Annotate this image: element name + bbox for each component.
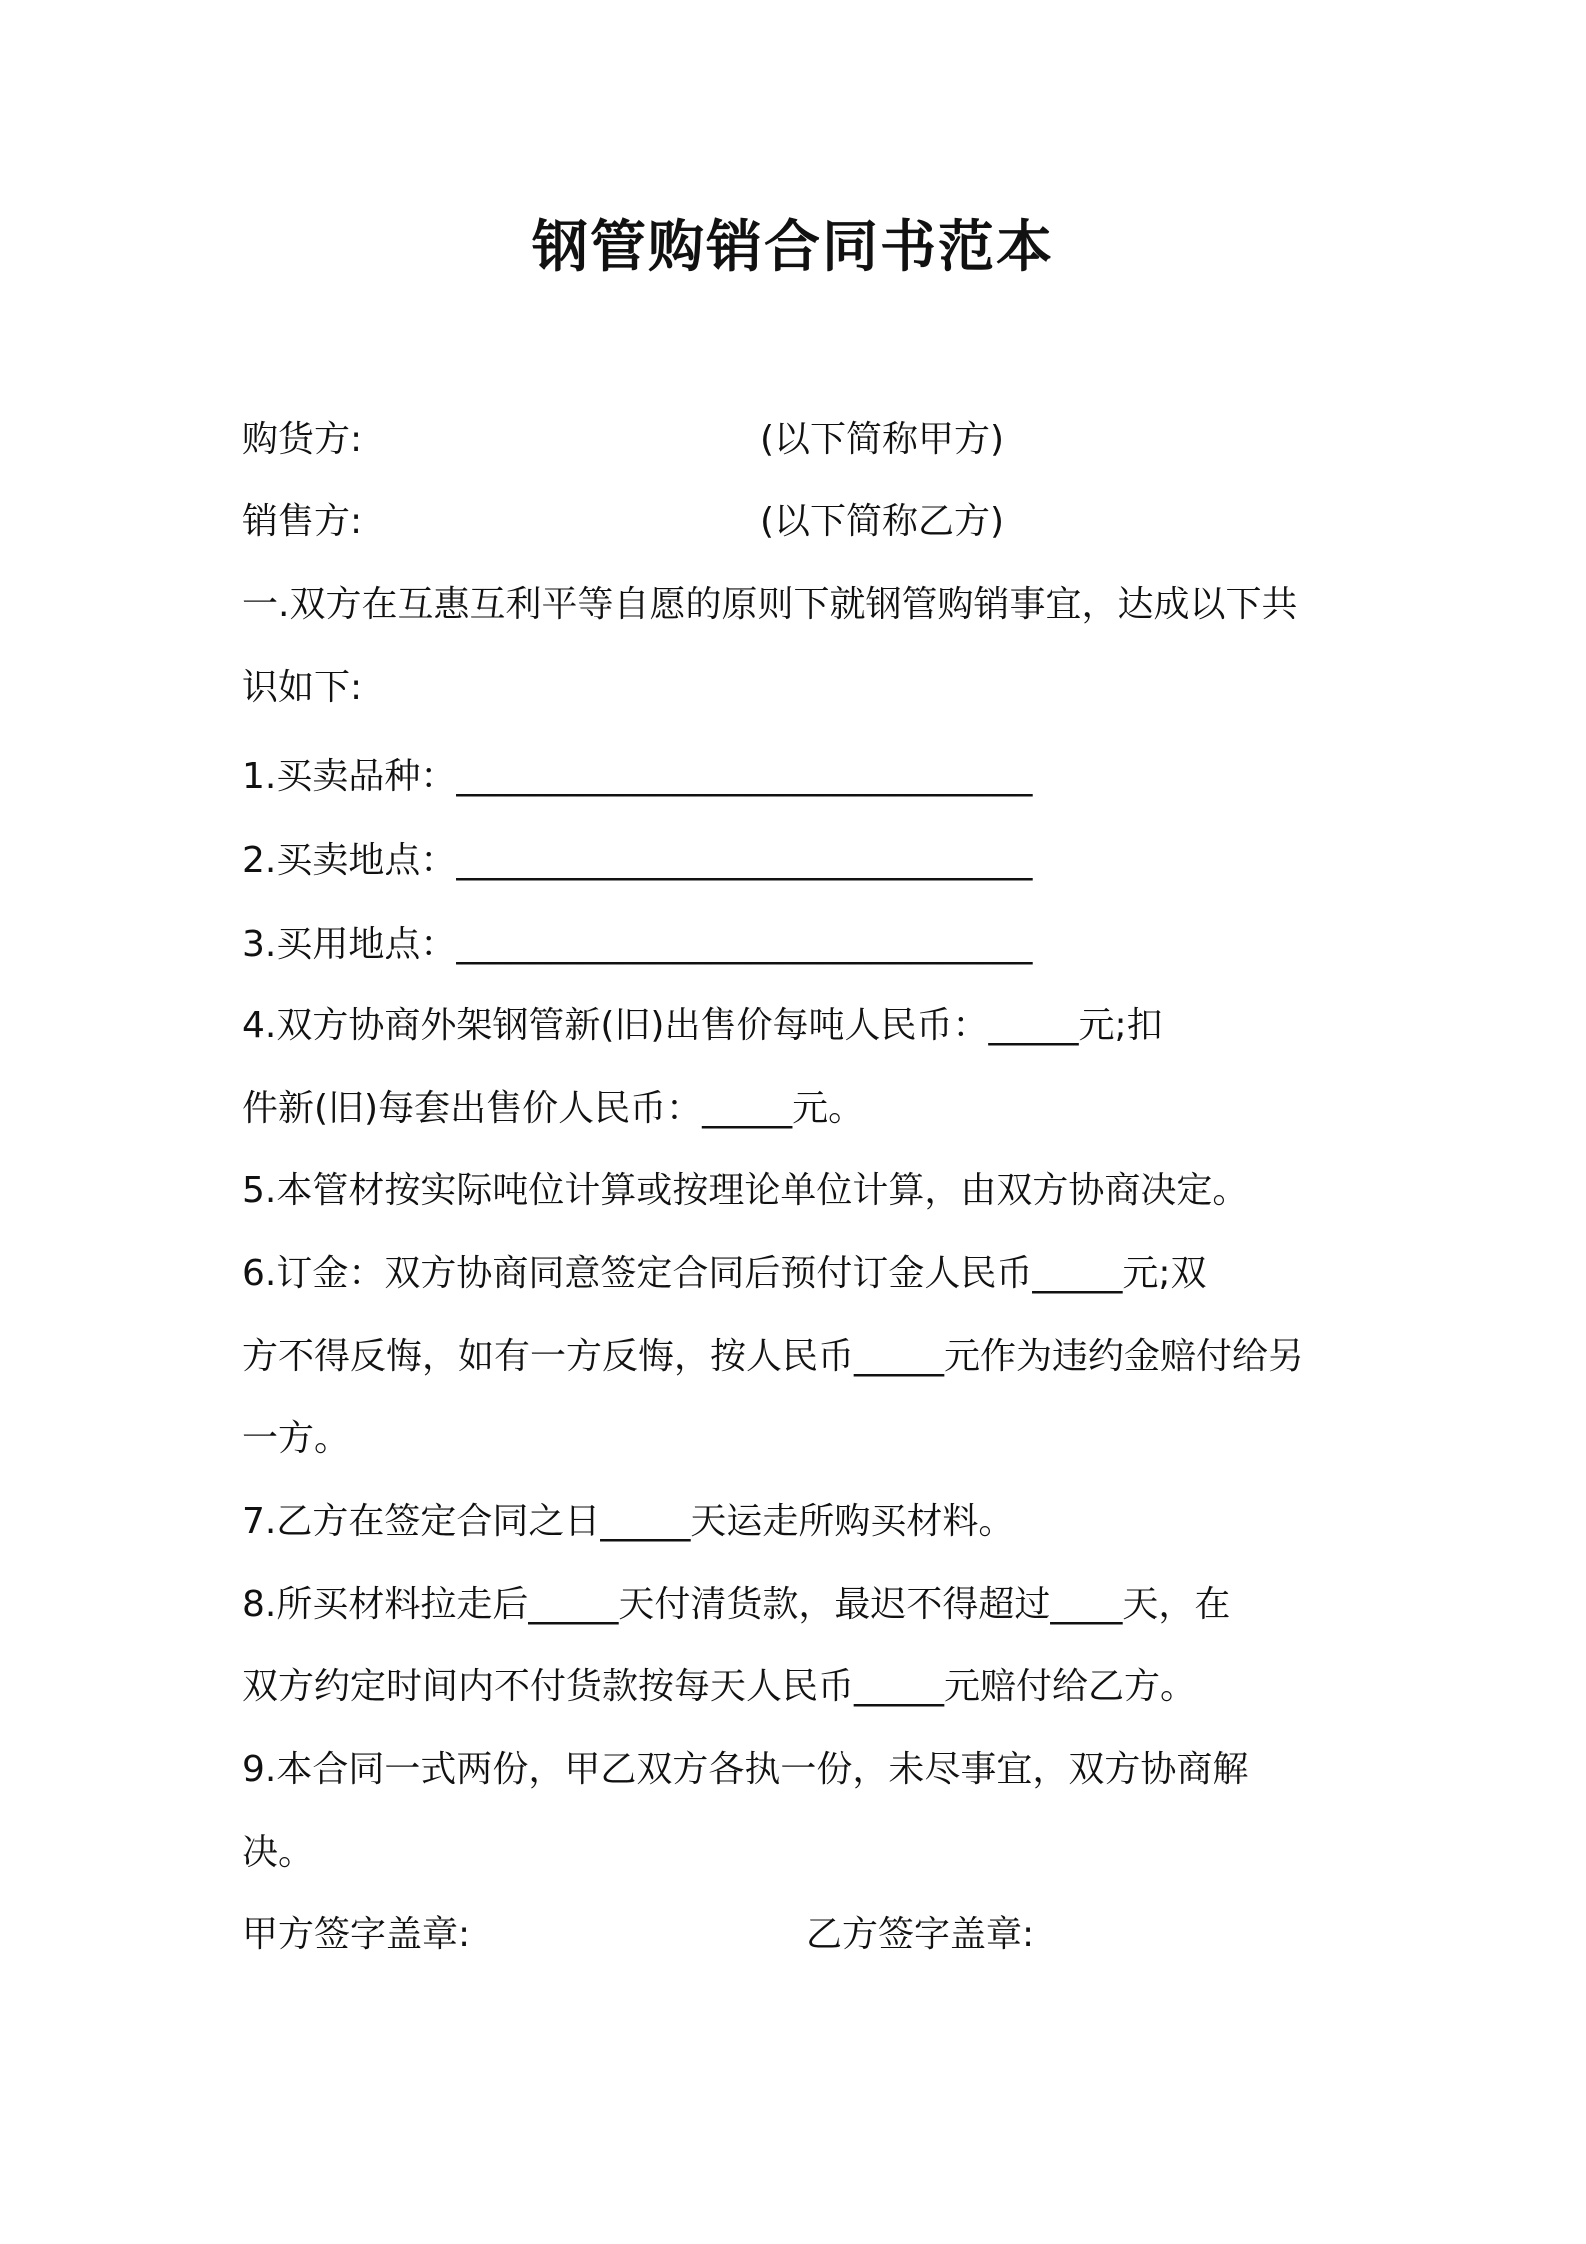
- buyer-note: (以下简称甲方): [760, 419, 1005, 460]
- seller-note: (以下简称乙方): [760, 501, 1005, 542]
- clause-1: 1.买卖品种：________________________________: [242, 756, 1033, 797]
- clause-5: 5.本管材按实际吨位计算或按理论单位计算，由双方协商决定。: [242, 1170, 1249, 1211]
- party-b-signature: 乙方签字盖章:: [806, 1914, 1035, 1955]
- clause-6-line-1: 6.订金：双方协商同意签定合同后预付订金人民币_____元;双: [242, 1253, 1207, 1294]
- clause-7: 7.乙方在签定合同之日_____天运走所购买材料。: [242, 1501, 1015, 1542]
- buyer-label: 购货方:: [242, 419, 363, 460]
- intro-line-2: 识如下:: [242, 667, 363, 708]
- party-a-signature: 甲方签字盖章:: [242, 1914, 471, 1955]
- intro-line-1: 一.双方在互惠互利平等自愿的原则下就钢管购销事宜，达成以下共: [242, 584, 1298, 625]
- document-title: 钢管购销合同书范本: [532, 215, 1054, 280]
- clause-3: 3.买用地点：________________________________: [242, 924, 1033, 965]
- clause-2: 2.买卖地点：________________________________: [242, 840, 1033, 881]
- clause-9-line-2: 决。: [242, 1832, 315, 1873]
- clause-8-line-1: 8.所买材料拉走后_____天付清货款，最迟不得超过____天，在: [242, 1584, 1231, 1625]
- clause-6-line-3: 一方。: [242, 1418, 351, 1459]
- clause-9-line-1: 9.本合同一式两份，甲乙双方各执一份，未尽事宜，双方协商解: [242, 1749, 1249, 1790]
- seller-label: 销售方:: [242, 501, 363, 542]
- clause-8-line-2: 双方约定时间内不付货款按每天人民币_____元赔付给乙方。: [242, 1666, 1197, 1707]
- clause-4-line-1: 4.双方协商外架钢管新(旧)出售价每吨人民币：_____元;扣: [242, 1005, 1163, 1046]
- clause-4-line-2: 件新(旧)每套出售价人民币：_____元。: [242, 1088, 865, 1129]
- clause-6-line-2: 方不得反悔，如有一方反悔，按人民币_____元作为违约金赔付给另: [242, 1336, 1305, 1377]
